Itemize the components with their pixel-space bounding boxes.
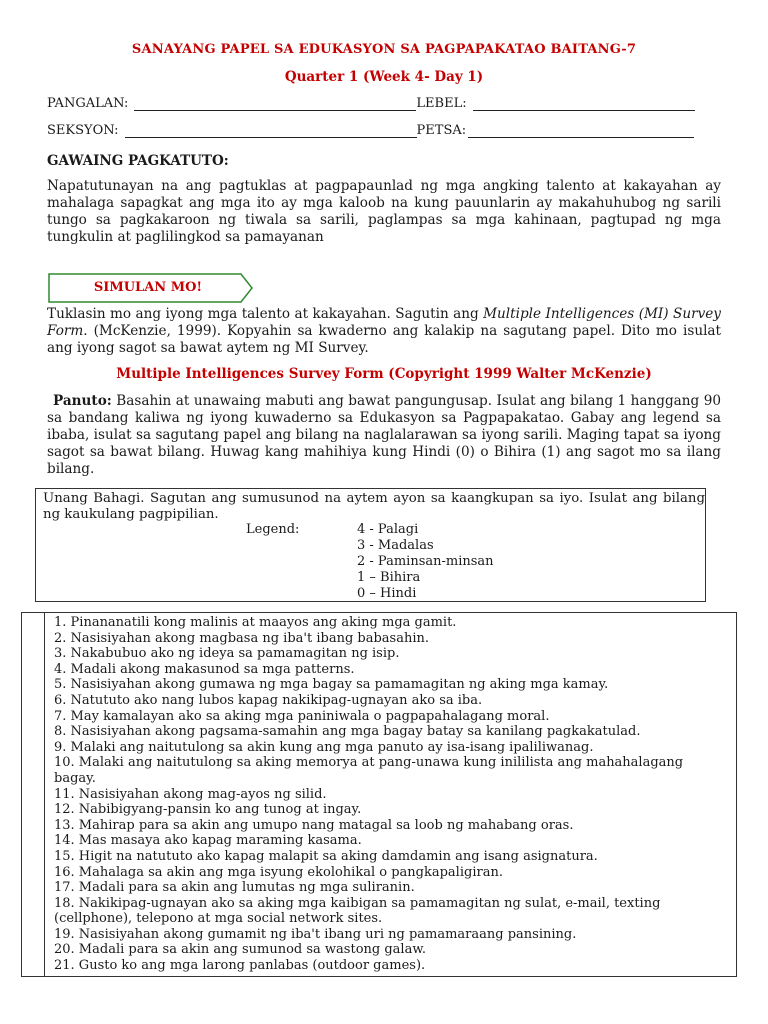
date-field[interactable]	[468, 125, 694, 138]
date-label: PETSA:	[416, 123, 467, 138]
survey-items-box	[21, 612, 737, 977]
legend-item: 3 - Madalas	[357, 538, 434, 553]
survey-item: 9. Malaki ang naitutulong sa akin kung ang mga panuto ay isa-isang ipaliliwanag.	[54, 739, 594, 755]
instructions-text	[47, 393, 721, 478]
worksheet-quarter: Quarter 1 (Week 4- Day 1)	[284, 69, 484, 85]
survey-item: 18. Nakikipag-ugnayan ako sa aking mga kaibigan sa pamamagitan ng sulat, e-mail, texting (cellphone), telepono at mga social network sites.	[54, 895, 661, 927]
legend-list	[357, 522, 494, 602]
survey-item: 3. Nakabubuo ako ng ideya sa pamamagitan ng isip.	[54, 646, 400, 662]
survey-item: 1. Pinananatili kong malinis at maayos ang aking mga gamit.	[54, 615, 457, 630]
survey-item: 11. Nasisiyahan akong mag-ayos ng silid.	[54, 786, 327, 802]
survey-item: 21. Gusto ko ang mga larong panlabas (outdoor games).	[54, 958, 426, 974]
part1-box	[35, 488, 706, 602]
start-text-part1: Tuklasin mo ang iyong mga talento at kakayahan. Sagutin ang	[47, 306, 484, 322]
survey-item: 16. Mahalaga sa akin ang mga isyung ekolohikal o pangkapaligiran.	[54, 864, 503, 880]
survey-item: 13. Mahirap para sa akin ang umupo nang matagal sa loob ng mahabang oras.	[54, 817, 574, 833]
start-text-italic: Multiple Intelligences (MI) Survey Form	[47, 306, 721, 339]
name-label: PANGALAN:	[47, 96, 129, 111]
legend-item: 1 – Bihira	[357, 570, 421, 585]
learning-task-text: Napatutunayan na ang pagtuklas at pagpapaunlad ng mga angking talento at kakayahan ay mahalaga sapagkat ang mga ito ay mga kaloob na kung pauunlarin ay makahuhubog ng sarili tungo sa pagkakaroon ng tiwala sa sarili, paglampas sa mga kahinaan, pagtupad ng mga tungkulin at paglilingkod sa pamayanan	[47, 178, 721, 245]
survey-item: 20. Madali para sa akin ang sumunod sa wastong galaw.	[54, 942, 427, 958]
start-text-part2: . (McKenzie, 1999). Kopyahin sa kwaderno ang kalakip na sagutang papel. Dito mo isulat ang iyong sagot sa bawat aytem ng MI Survey.	[47, 323, 721, 356]
survey-item: 12. Nabibigyang-pansin ko ang tunog at ingay.	[54, 802, 362, 818]
name-level-row	[47, 96, 695, 111]
name-field[interactable]	[134, 98, 416, 111]
section-field[interactable]	[125, 125, 417, 138]
legend-item: 2 - Paminsan-minsan	[357, 554, 494, 569]
survey-item: 7. May kamalayan ako sa aking mga paniniwala o pagpapahalagang moral.	[54, 708, 550, 724]
legend-item: 0 – Hindi	[357, 586, 417, 601]
part1-intro: Unang Bahagi. Sagutan ang sumusunod na aytem ayon sa kaangkupan sa iyo. Isulat ang bilang ng kaukulang pagpipilian.	[43, 491, 705, 522]
instructions-label: Panuto:	[53, 393, 112, 409]
legend-label: Legend:	[246, 522, 300, 537]
survey-item: 8. Nasisiyahan akong pagsama-samahin ang mga bagay batay sa kanilang pagkakatulad.	[54, 724, 641, 740]
start-text	[47, 306, 721, 357]
survey-item: 14. Mas masaya ako kapag maraming kasama.	[54, 833, 362, 849]
learning-task-heading: GAWAING PAGKATUTO:	[47, 153, 229, 169]
legend-item: 4 - Palagi	[357, 522, 419, 537]
survey-item: 19. Nasisiyahan akong gumamit ng iba't ibang uri ng pamamaraang pansining.	[54, 926, 577, 942]
survey-item: 4. Madali akong makasunod sa mga patterns.	[54, 661, 355, 677]
section-date-row	[47, 123, 694, 138]
level-label: LEBEL:	[416, 96, 467, 111]
survey-item: 15. Higit na natututo ako kapag malapit sa aking damdamin ang isang asignatura.	[54, 848, 598, 864]
survey-items-list	[54, 615, 726, 974]
survey-item: 6. Natututo ako nang lubos kapag nakikipag-ugnayan ako sa iba.	[54, 692, 483, 708]
answer-column-divider	[44, 613, 45, 976]
worksheet-title: SANAYANG PAPEL SA EDUKASYON SA PAGPAPAKATAO BAITANG-7	[131, 42, 637, 57]
survey-item: 2. Nasisiyahan akong magbasa ng iba't ibang babasahin.	[54, 630, 429, 646]
survey-item: 17. Madali para sa akin ang lumutas ng mga suliranin.	[54, 880, 415, 896]
survey-item: 10. Malaki ang naitutulong sa aking memorya at pang-unawa kung inililista ang mahahalagang bagay.	[54, 755, 684, 786]
survey-title: Multiple Intelligences Survey Form (Copyright 1999 Walter McKenzie)	[116, 366, 652, 382]
survey-item: 5. Nasisiyahan akong gumawa ng mga bagay sa pamamagitan ng aking mga kamay.	[54, 677, 609, 693]
level-field[interactable]	[473, 98, 695, 111]
start-banner-label: SIMULAN MO!	[93, 280, 203, 295]
start-banner	[48, 273, 254, 303]
section-label: SEKSYON:	[47, 123, 119, 138]
instructions-body: Basahin at unawaing mabuti ang bawat pangungusap. Isulat ang bilang 1 hanggang 90 sa bandang kaliwa ng iyong kuwaderno sa Edukasyon sa Pagpapakatao. Gabay ang legend sa ibaba, isulat sa sagutang papel ang bilang na naglalarawan sa iyong sarili. Maging tapat sa iyong sagot sa bawat bilang. Huwag kang mahihiya kung Hindi (0) o Bihira (1) ang sagot mo sa ilang bilang.	[47, 393, 721, 477]
